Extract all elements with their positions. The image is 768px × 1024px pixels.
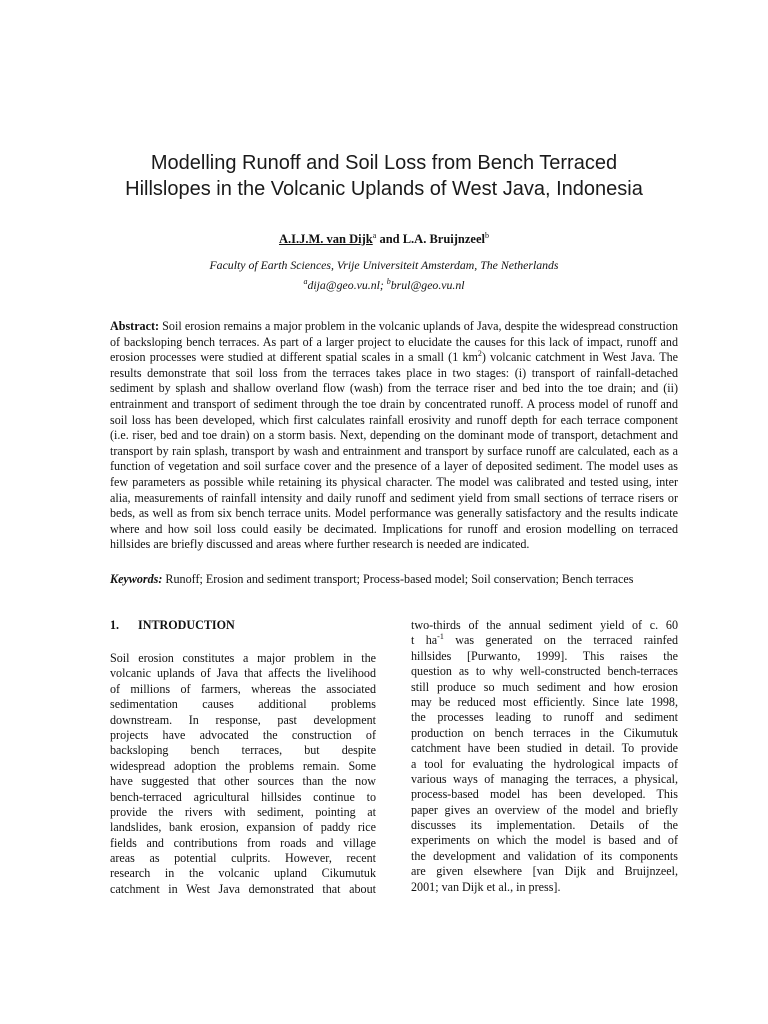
body-line: two-thirds of the annual sediment yield of c. 60 (411, 618, 678, 632)
body-line: fields and contributions from roads and village (110, 835, 376, 850)
author-name: A.I.J.M. van Dijk (278, 232, 373, 247)
body-line (411, 633, 678, 648)
author-emails (0, 277, 768, 293)
superscript: 2 (477, 349, 482, 359)
keywords-label: Keywords: (110, 572, 163, 586)
body-line: of millions of farmers, whereas the associated (110, 681, 376, 696)
author-name: L.A. Bruijnzeel (402, 232, 486, 247)
abstract-label: Abstract: (110, 319, 160, 333)
body-line: 2001; van Dijk et al., in press]. (411, 879, 561, 894)
body-line: the processes leading to runoff and sediment (411, 710, 678, 725)
body-line: downstream. In response, past development (110, 712, 376, 727)
body-line: catchment in West Java demonstrated that about (110, 881, 376, 896)
author-affil-mark: b (485, 231, 490, 240)
abstract (110, 319, 678, 553)
body-line: are given elsewhere [van Dijk and Bruijnzeel, (411, 864, 678, 879)
body-line: catchment have been studied in detail. To provide (411, 741, 678, 756)
body-line: have suggested that other sources than the now (110, 774, 376, 789)
unit-text: t ha (411, 633, 438, 648)
email-address: brul@geo.vu.nl (390, 277, 465, 292)
body-line: the development and validation of its components (411, 848, 678, 863)
keywords (110, 572, 690, 587)
body-line: backsloping bench terraces, but despite (110, 743, 376, 758)
author-conjunction: and (376, 232, 403, 247)
body-line: areas as potential culprits. However, recent (110, 851, 376, 866)
body-line: volcanic uplands of Java that affects the livelihood (110, 666, 376, 681)
body-line: experiments on which the model is based and of (411, 833, 678, 848)
body-line: still produce so much sediment and how erosion (411, 679, 678, 694)
body-line: discusses its implementation. Details of the (411, 818, 678, 833)
keywords-text: Runoff; Erosion and sediment transport; Process-based model; Soil conservation; Bench terraces (162, 572, 634, 586)
title-line-2: Hillslopes in the Volcanic Uplands of West Java, Indonesia (125, 178, 643, 200)
body-line: landslides, bank erosion, expansion of paddy rice (110, 820, 376, 835)
body-line: bench-terraced agricultural hillsides continue to (110, 789, 376, 804)
body-text: was generated on the terraced rainfed (443, 633, 678, 648)
author-list (0, 231, 768, 247)
affiliation: Faculty of Earth Sciences, Vrije Universiteit Amsterdam, The Netherlands (209, 258, 559, 272)
body-line: Soil erosion constitutes a major problem in the (110, 651, 376, 665)
paper-title (60, 150, 708, 202)
abstract-text: Soil erosion remains a major problem in the volcanic uplands of Java, despite the widespread construction of backsloping bench terraces. As part of a larger project to elucidate the causes for this lack of impact, runoff and erosion processes were studied at different spatial scales in a small (1 km (110, 319, 678, 365)
body-line: process-based model has been developed. This (411, 787, 678, 802)
body-line: sedimentation causes additional problems (110, 697, 376, 712)
body-line: projects have advocated the construction of (110, 727, 376, 742)
section-heading (110, 618, 376, 634)
title-line-1: Modelling Runoff and Soil Loss from Bench Terraced (150, 152, 618, 174)
body-line: widespread adoption the problems remain. Some (110, 758, 376, 773)
body-line: may be reduced most efficiently. Since late 1998, (411, 694, 678, 709)
body-line: production on bench terraces in the Cikumutuk (411, 725, 678, 740)
email-mark: b (386, 277, 391, 286)
body-line: paper gives an overview of the model and briefly (411, 802, 678, 817)
superscript: -1 (437, 633, 444, 642)
section-number: 1. (110, 618, 120, 632)
section-title: INTRODUCTION (138, 618, 235, 632)
body-line: a tool for evaluating the hydrological impacts of (411, 756, 678, 771)
author-affil-mark: a (372, 231, 377, 240)
body-line: research in the volcanic upland Cikumutuk (110, 866, 376, 881)
body-line: provide the rivers with sediment, pointing at (110, 804, 376, 819)
body-line: question as to why well-constructed bench-terraces (411, 664, 678, 679)
abstract-text: ) volcanic catchment in West Java. The results demonstrate that soil loss from the terraces takes place in two stages: (i) transport of rainfall-detached sediment by splash and shallow overland flow (wash) from the terrace riser and bed into the toe drain; and (ii) entrainment and transport of sediment through the toe drain by concentrated runoff. A process model of runoff and soil loss has been developed, which first calculates rainfall erosivity and runoff depth for each terrace component (i.e. riser, bed and toe drain) on a storm basis. Next, depending on the dominant mode of transport, detachment and transport by rain splash, transport by wash and entrainment and transport by surface runoff are calculated, each as a function of vegetation and soil surface cover and the presence of a layer of deposited sediment. The model uses as few parameters as possible while retaining its physical character. The model was calibrated and tested using, inter alia, measurements of rainfall intensity and daily runoff and sediment yield from small sections of terrace risers or beds, as well as from six bench terrace units. Model performance was generally satisfactory and the results indicate where and how soil loss could easily be decimated. Implications for runoff and erosion modelling on terraced hillsides are briefly discussed and areas where further research is needed are indicated. (110, 350, 678, 552)
email-address: dija@geo.vu.nl; (307, 277, 387, 292)
right-column (411, 618, 678, 895)
body-line: hillsides [Purwanto, 1999]. This raises the (411, 648, 678, 663)
email-mark: a (303, 277, 308, 286)
body-line: various ways of managing the terraces, a physical, (411, 771, 678, 786)
left-column (110, 618, 376, 897)
